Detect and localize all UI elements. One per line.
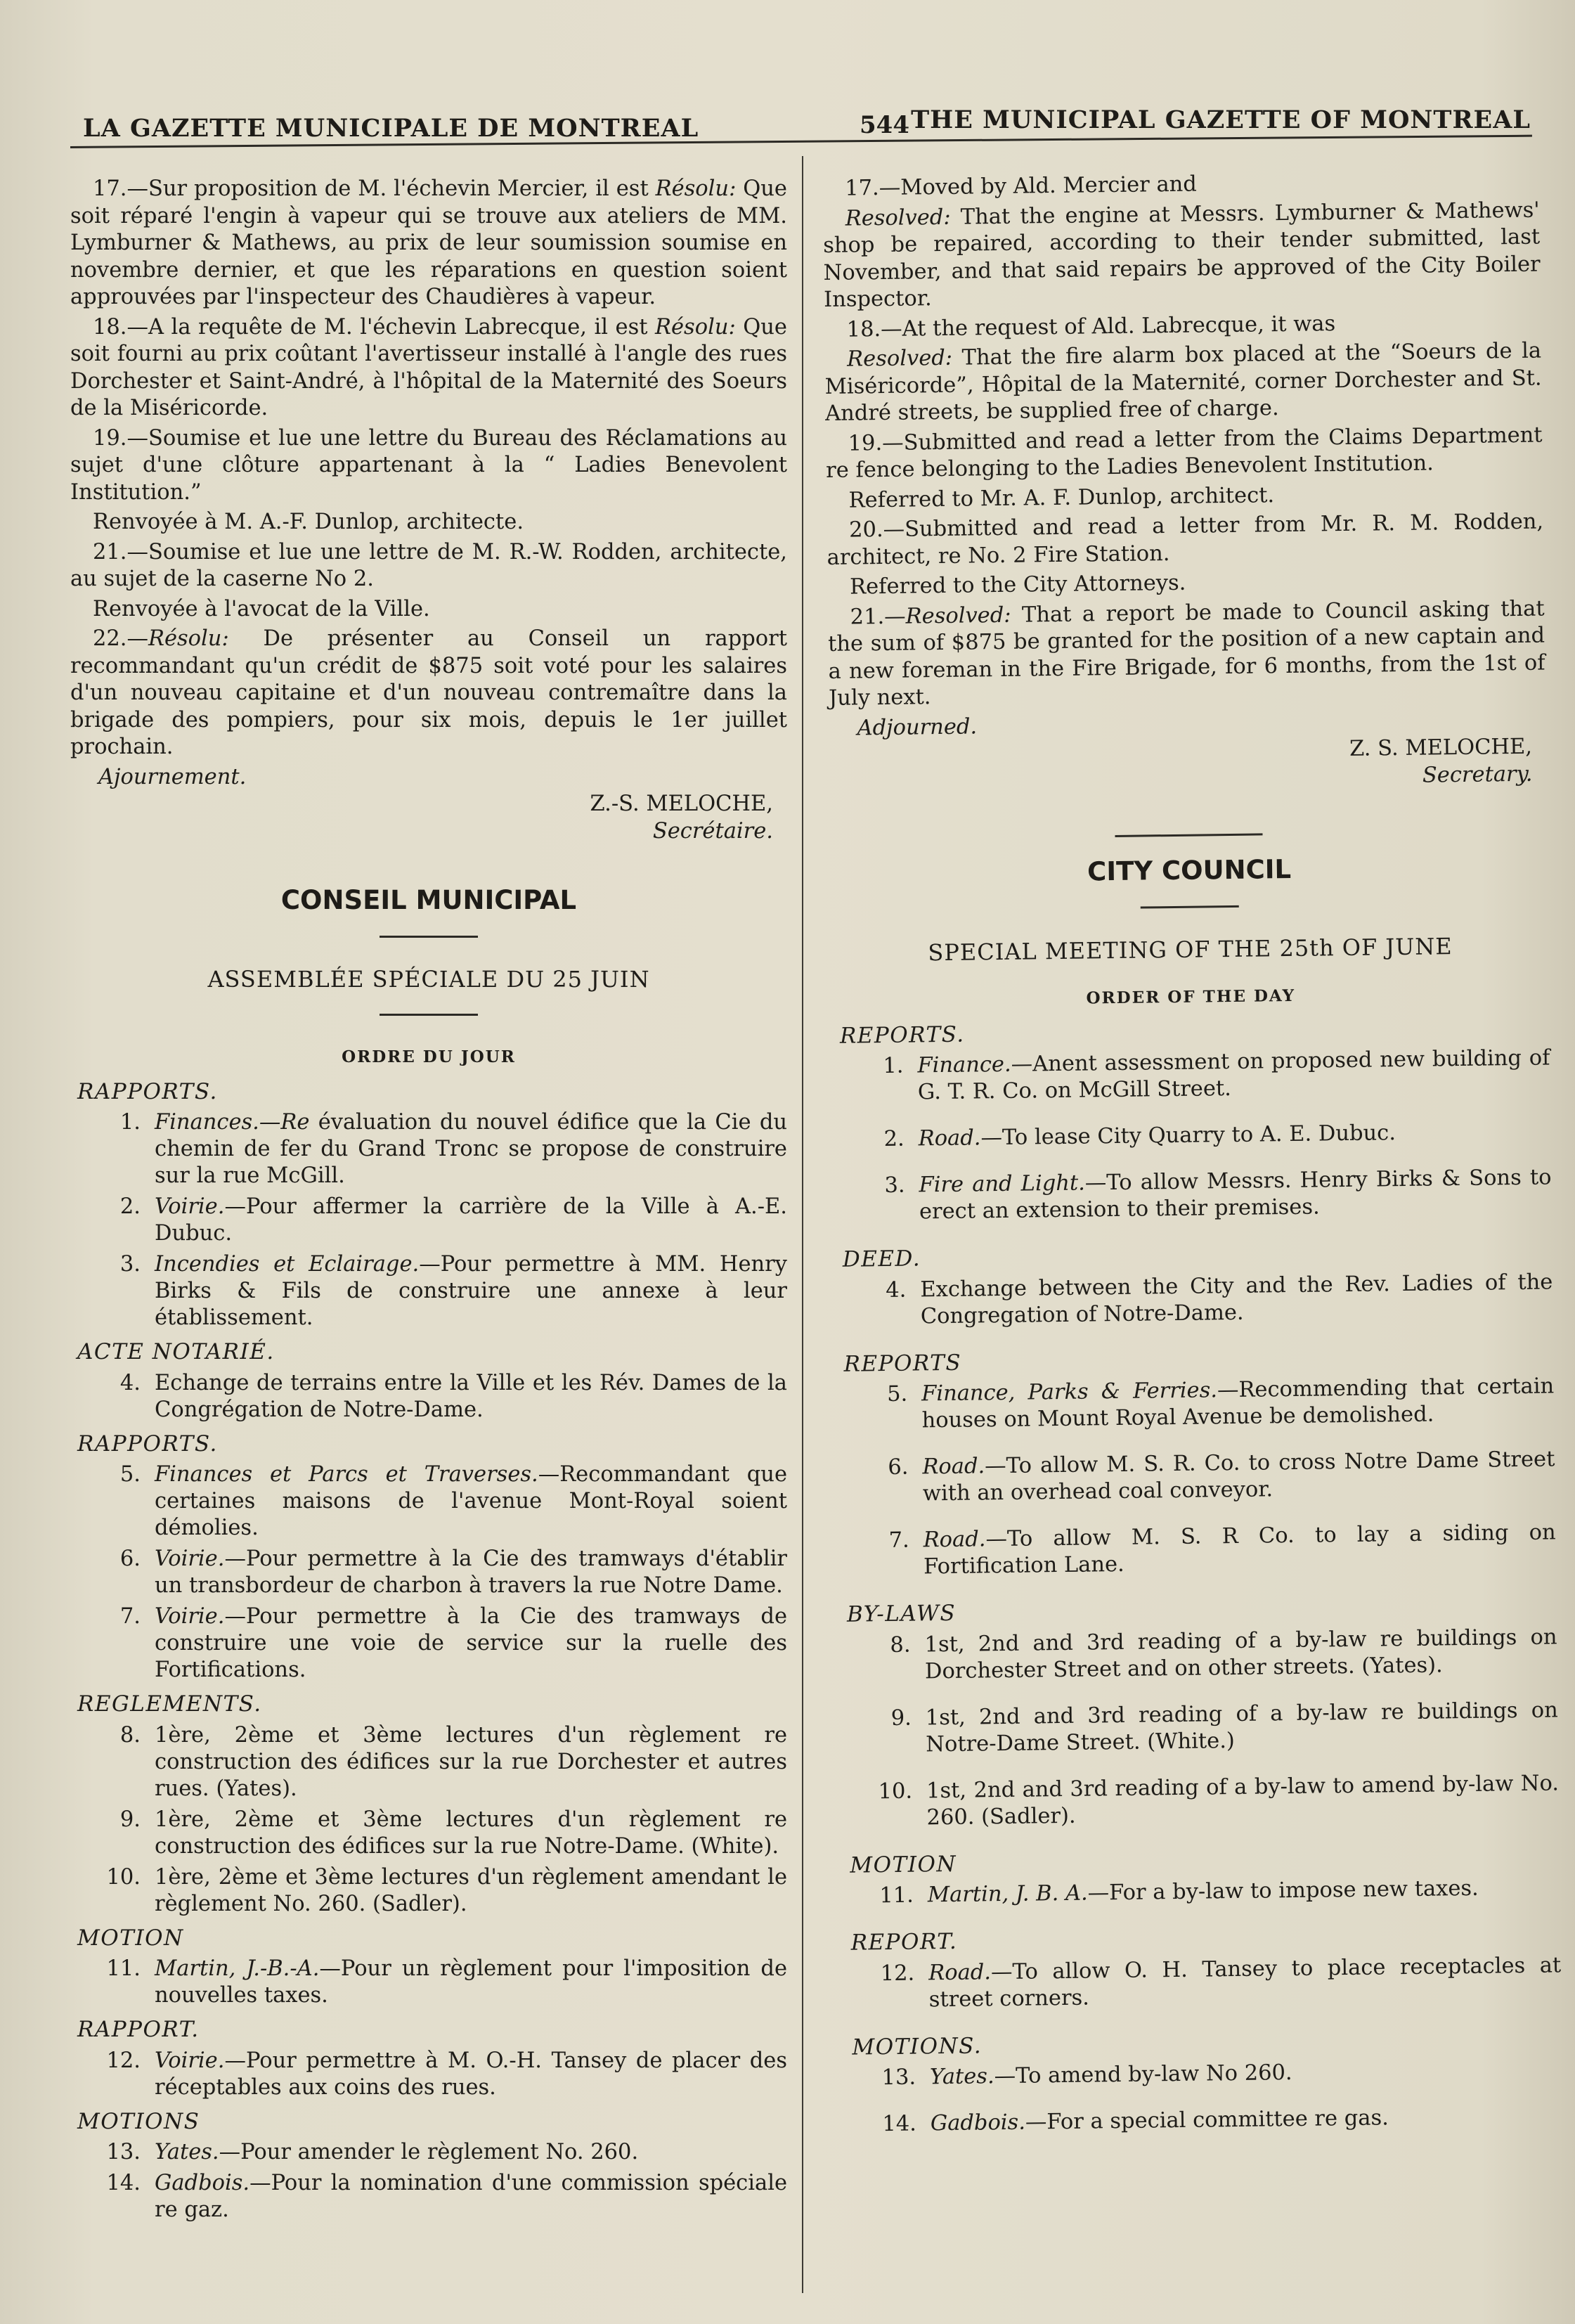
agenda-item-description: 1ère, 2ème et 3ème lectures d'un règlement re construction des édifices sur la rue Notre-Dame. (White). xyxy=(155,1807,787,1859)
resolved-label: Résolu: xyxy=(148,626,229,651)
agenda-section-heading: RAPPORTS. xyxy=(77,1431,218,1457)
paragraph-text: 22.— xyxy=(93,626,149,651)
paragraph-text: 21.— xyxy=(850,604,906,630)
meeting-heading: ASSEMBLÉE SPÉCIALE DU 25 JUIN xyxy=(207,965,650,993)
adjourned-label: Adjourned. xyxy=(857,714,978,740)
resolved-label: Resolved: xyxy=(846,345,953,372)
agenda-item xyxy=(70,1370,787,1424)
signature-name: Z.-S. MELOCHE, xyxy=(590,792,773,816)
agenda-item-number: 1. xyxy=(883,1053,904,1079)
agenda-item xyxy=(834,1118,1551,1153)
agenda-item xyxy=(839,1519,1557,1581)
agenda-item-number: 10. xyxy=(878,1778,913,1804)
agenda-item xyxy=(845,2056,1562,2091)
agenda-item-number: 11. xyxy=(106,1956,141,1981)
agenda-item-number: 7. xyxy=(888,1528,909,1553)
agenda-item-number: 6. xyxy=(119,1547,141,1571)
title-rule xyxy=(380,936,478,938)
agenda-item xyxy=(70,1251,787,1331)
agenda-section-heading: REGLEMENTS. xyxy=(77,1691,262,1717)
paragraph-text: Que soit fourni au prix coûtant l'avertisseur installé à l'angle des rues Dorchester et Saint-André, à l'hôpital de la Maternité des Soeurs de la Miséricorde. xyxy=(70,314,787,420)
agenda-item-department: Yates. xyxy=(155,2140,219,2164)
agenda-item-description: —Recommandant que certaines maisons de l'avenue Mont-Royal soient démolies. xyxy=(155,1462,787,1540)
agenda-section-heading: MOTIONS xyxy=(77,2108,200,2134)
agenda-item xyxy=(70,1864,787,1918)
council-title: CONSEIL MUNICIPAL xyxy=(280,885,577,915)
resolved-label: Résolu: xyxy=(655,176,737,201)
agenda-section-heading: ACTE NOTARIÉ. xyxy=(77,1339,275,1364)
agenda-item-number: 14. xyxy=(882,2111,917,2137)
minute-paragraph xyxy=(827,565,1544,601)
agenda-item-number: 7. xyxy=(119,1604,141,1629)
paragraph-text: That a report be made to Council asking that the sum of $875 be granted for the position of a new captain and a new foreman in the Fire Brigade, for 6 months, from the 1st of July next. xyxy=(827,595,1545,711)
resolved-label: Resolved: xyxy=(905,602,1011,629)
agenda-item-text xyxy=(917,1045,1550,1106)
french-column xyxy=(70,176,787,2228)
agenda-item-department: Finance. xyxy=(917,1052,1011,1078)
minute-paragraph xyxy=(70,596,787,624)
agenda-item-text xyxy=(155,1194,787,1247)
agenda-item-text xyxy=(155,1109,787,1189)
minute-paragraph xyxy=(825,422,1543,484)
agenda-item-text xyxy=(919,1118,1551,1152)
paragraph-text: Referred to the City Attorneys. xyxy=(849,570,1186,600)
agenda-section-heading: BY-LAWS xyxy=(846,1600,957,1627)
agenda-item-text xyxy=(155,1722,787,1802)
agenda-item-department: Voirie. xyxy=(155,1547,225,1571)
agenda-section-heading: MOTION xyxy=(850,1851,957,1878)
header-english-title: THE MUNICIPAL GAZETTE OF MONTREAL xyxy=(911,105,1531,134)
agenda-item-text xyxy=(155,1603,787,1684)
paragraph-text: Renvoyée à M. A.-F. Dunlop, architecte. xyxy=(93,510,524,534)
agenda-item-text xyxy=(155,1864,787,1918)
agenda-item xyxy=(70,1194,787,1247)
signature-title: Secretary. xyxy=(1422,761,1533,788)
paragraph-text: 17.—Sur proposition de M. l'échevin Mercier, il est xyxy=(93,176,656,201)
agenda-item-description: 1ère, 2ème et 3ème lectures d'un règlement amendant le règlement No. 260. (Sadler). xyxy=(155,1864,787,1916)
agenda-item xyxy=(70,1546,787,1599)
minute-paragraph xyxy=(70,539,787,593)
minute-paragraph xyxy=(70,626,787,761)
agenda-item xyxy=(833,1045,1550,1106)
agenda-item-number: 9. xyxy=(119,1807,141,1832)
agenda-item-description: 1st, 2nd and 3rd reading of a by-law re buildings on Notre-Dame Street. (White.) xyxy=(925,1697,1558,1757)
agenda-item-number: 12. xyxy=(106,2048,141,2073)
agenda-item-description: —Pour la nomination d'une commission spéciale re gaz. xyxy=(155,2171,787,2222)
agenda-item-text xyxy=(155,1370,787,1424)
agenda-section-heading: RAPPORT. xyxy=(77,2017,200,2042)
agenda-item-department: Voirie. xyxy=(155,1194,225,1219)
paragraph-text: 18.—A la requête de M. l'échevin Labrecque, il est xyxy=(93,314,656,340)
agenda-item-description: —Anent assessment on proposed new building of G. T. R. Co. on McGill Street. xyxy=(917,1045,1550,1105)
agenda-item-description: —To lease City Quarry to A. E. Dubuc. xyxy=(980,1121,1396,1151)
agenda-item-text xyxy=(930,2056,1562,2091)
agenda-item-number: 4. xyxy=(119,1370,141,1395)
signature-title: Secrétaire. xyxy=(652,818,773,844)
agenda-item xyxy=(844,1952,1562,2014)
agenda-item-number: 1. xyxy=(119,1110,141,1135)
agenda-item-department: Road. xyxy=(923,1527,986,1553)
agenda-item xyxy=(837,1373,1555,1435)
paragraph-text: Referred to Mr. A. F. Dunlop, architect. xyxy=(848,482,1275,513)
agenda-section-heading: REPORT. xyxy=(850,1928,958,1956)
agenda-item-text xyxy=(919,1164,1552,1225)
agenda-item xyxy=(846,2103,1563,2138)
agenda-item-description: —Pour amender le règlement No. 260. xyxy=(219,2140,639,2164)
minute-paragraph xyxy=(827,509,1544,572)
agenda-item-text xyxy=(155,2170,787,2223)
agenda-item-description: —For a special committee re gas. xyxy=(1025,2105,1389,2135)
agenda-item-department: Finances.—Re xyxy=(155,1110,310,1135)
agenda-item xyxy=(842,1770,1560,1832)
agenda-item-department: Road. xyxy=(928,1959,992,1985)
agenda-item-text xyxy=(155,1956,787,2009)
agenda-item-department: Gadbois. xyxy=(155,2171,250,2195)
agenda-section-heading: MOTION xyxy=(77,1925,184,1951)
agenda-item-text xyxy=(923,1519,1556,1580)
agenda-item-department: Road. xyxy=(922,1454,985,1480)
minute-paragraph xyxy=(70,176,787,311)
paragraph-text: 17.—Moved by Ald. Mercier and xyxy=(845,172,1198,201)
paragraph-text: Que soit réparé l'engin à vapeur qui se trouve aux ateliers de MM. Lymburner & Mathews, au prix de leur soumission soumise en novembre dernier, et que les réparations en question soient approuvées par l'inspecteur des Chaudières à vapeur. xyxy=(70,176,787,309)
agenda-item xyxy=(70,1461,787,1542)
minute-paragraph xyxy=(824,338,1542,428)
agenda-item-description: —Recommending that certain houses on Mount Royal Avenue be demolished. xyxy=(921,1374,1555,1433)
adjourned-label: Ajournement. xyxy=(98,764,247,789)
agenda-item-text xyxy=(155,2139,787,2166)
agenda-item-description: 1st, 2nd and 3rd reading of a by-law re buildings on Dorchester Street and on other streets. (Yates). xyxy=(924,1624,1557,1684)
agenda-item-number: 10. xyxy=(106,1864,141,1890)
paragraph-text: 21.—Soumise et lue une lettre de M. R.-W. Rodden, architecte, au sujet de la caserne No 2. xyxy=(70,539,787,591)
minute-paragraph xyxy=(823,197,1541,314)
agenda-item-number: 4. xyxy=(886,1277,907,1303)
agenda-item-text xyxy=(155,1807,787,1860)
agenda-section-heading: RAPPORTS. xyxy=(77,1078,218,1104)
agenda-item-department: Martin, J.-B.-A. xyxy=(155,1956,320,1981)
agenda-item-text xyxy=(155,1251,787,1331)
agenda-item-text xyxy=(155,1546,787,1599)
agenda-item-description: 1ère, 2ème et 3ème lectures d'un règlement re construction des édifices sur la rue Dorchester et autres rues. (Yates). xyxy=(155,1722,787,1801)
agenda-item xyxy=(70,2048,787,2101)
agenda-item-number: 8. xyxy=(890,1632,911,1658)
agenda-item-number: 9. xyxy=(890,1705,912,1731)
agenda-item-department: Road. xyxy=(918,1125,981,1151)
agenda-item xyxy=(841,1697,1559,1759)
meeting-rule xyxy=(380,1014,478,1016)
agenda-item-description: —To allow O. H. Tansey to place receptacles at street corners. xyxy=(928,1952,1562,2012)
agenda-item-description: —Pour permettre à la Cie des tramways de construire une voie de service sur la ruelle des Fortifications. xyxy=(155,1604,787,1682)
agenda-item-text xyxy=(926,1697,1559,1758)
agenda-item xyxy=(70,2139,787,2166)
paragraph-text: 18.—At the request of Ald. Labrecque, it was xyxy=(846,311,1336,342)
agenda-item xyxy=(840,1624,1557,1686)
council-title: CITY COUNCIL xyxy=(1087,853,1292,887)
agenda-item-number: 8. xyxy=(119,1722,141,1748)
signature-name: Z. S. MELOCHE, xyxy=(1349,734,1533,761)
agenda-item-description: —Pour permettre à MM. Henry Birks & Fils de construire une annexe à leur établissement. xyxy=(155,1252,787,1330)
agenda-item xyxy=(838,1446,1555,1508)
paragraph-text: Renvoyée à l'avocat de la Ville. xyxy=(93,596,430,621)
agenda-item-description: —Pour permettre à la Cie des tramways d'établir un transbordeur de charbon à travers la rue Notre Dame. xyxy=(155,1547,787,1598)
paragraph-text: 19.—Submitted and read a letter from the Claims Department re fence belonging to the Ladies Benevolent Institution. xyxy=(825,422,1543,483)
agenda-item-description: —To allow M. S. R Co. to lay a siding on Fortification Lane. xyxy=(923,1520,1556,1580)
title-rule xyxy=(1141,905,1239,908)
agenda-item xyxy=(836,1269,1553,1331)
agenda-item-number: 3. xyxy=(119,1252,141,1277)
paragraph-text: That the fire alarm box placed at the “Soeurs de la Miséricorde”, Hôpital de la Maternité, corner Dorchester and St. André streets, be supplied free of charge. xyxy=(824,338,1542,426)
agenda-item-description: Echange de terrains entre la Ville et les Rév. Dames de la Congrégation de Notre-Dame. xyxy=(155,1370,787,1422)
agenda-item-description: —To allow M. S. R. Co. to cross Notre Dame Street with an overhead coal conveyor. xyxy=(922,1447,1555,1506)
agenda-item-text xyxy=(928,1874,1560,1909)
agenda-item-number: 3. xyxy=(884,1173,905,1199)
agenda-item-text xyxy=(924,1624,1557,1685)
agenda-item xyxy=(834,1164,1552,1226)
resolved-label: Résolu: xyxy=(655,314,736,340)
agenda-item-description: —To allow Messrs. Henry Birks & Sons to erect an extension to their premises. xyxy=(919,1165,1552,1225)
paragraph-text: 20.—Submitted and read a letter from Mr. R. M. Rodden, architect, re No. 2 Fire Station. xyxy=(827,509,1544,570)
column-divider xyxy=(802,156,803,2293)
paragraph-text: De présenter au Conseil un rapport recommandant qu'un crédit de $875 soit voté pour les salaires d'un nouveau capitaine et d'un nouveau contremaître dans la brigade des pompiers, pour six mois, depuis le 1er juillet prochain. xyxy=(70,626,787,759)
agenda-section-heading: REPORTS xyxy=(843,1350,962,1377)
agenda-item-department: Incendies et Eclairage. xyxy=(155,1252,420,1277)
agenda-item-department: Yates. xyxy=(929,2064,994,2090)
agenda-item xyxy=(843,1874,1560,1909)
agenda-item-department: Martin, J. B. A. xyxy=(927,1880,1088,1908)
agenda-item-number: 5. xyxy=(886,1381,908,1407)
agenda-item-description: Exchange between the City and the Rev. Ladies of the Congregation of Notre-Dame. xyxy=(920,1269,1553,1329)
english-column xyxy=(822,167,1563,2158)
agenda-item-department: Voirie. xyxy=(155,2048,225,2073)
agenda-item-description: —Pour un règlement pour l'imposition de nouvelles taxes. xyxy=(155,1956,787,2008)
agenda-item-department: Finance, Parks & Ferries. xyxy=(921,1378,1218,1407)
agenda-item-department: Fire and Light. xyxy=(919,1170,1086,1198)
agenda-item-number: 2. xyxy=(119,1194,141,1219)
agenda-item-number: 14. xyxy=(106,2171,141,2195)
agenda-section-heading: REPORTS. xyxy=(839,1021,965,1049)
paragraph-text: That the engine at Messrs. Lymburner & Mathews' shop be repaired, according to their tender submitted, last November, and that said repairs be approved of the City Boiler Inspector. xyxy=(823,198,1541,312)
minute-paragraph xyxy=(822,167,1539,203)
agenda-item-department: Gadbois. xyxy=(930,2110,1026,2136)
agenda-item-text xyxy=(926,1770,1560,1831)
agenda-section-heading: MOTIONS. xyxy=(852,2032,983,2060)
agenda-item-description: —To amend by-law No 260. xyxy=(994,2060,1292,2089)
agenda-item-number: 2. xyxy=(883,1126,905,1152)
agenda-item-text xyxy=(931,2103,1563,2137)
header-french-title: LA GAZETTE MUNICIPALE DE MONTREAL xyxy=(83,114,699,143)
agenda-item-number: 11. xyxy=(879,1883,914,1909)
agenda-item xyxy=(70,1109,787,1189)
page-number: 544 xyxy=(860,111,909,139)
agenda-item-text xyxy=(928,1952,1562,2013)
order-of-day-heading: ORDER OF THE DAY xyxy=(1086,986,1296,1008)
agenda-item xyxy=(70,2170,787,2223)
minute-paragraph xyxy=(826,479,1543,515)
agenda-item xyxy=(70,1956,787,2009)
minute-paragraph xyxy=(824,308,1541,344)
agenda-item-number: 13. xyxy=(881,2065,916,2091)
minute-paragraph xyxy=(70,425,787,507)
agenda-item-number: 12. xyxy=(880,1961,915,1986)
resolved-label: Resolved: xyxy=(845,205,951,231)
agenda-item-text xyxy=(921,1373,1555,1434)
minute-paragraph xyxy=(827,595,1545,712)
minute-paragraph xyxy=(70,314,787,422)
agenda-item-description: —Pour affermer la carrière de la Ville à A.-E. Dubuc. xyxy=(155,1194,787,1246)
agenda-item-text xyxy=(155,2048,787,2101)
agenda-item-department: Finances et Parcs et Traverses. xyxy=(155,1462,538,1487)
agenda-item xyxy=(70,1807,787,1860)
agenda-section-heading: DEED. xyxy=(842,1246,921,1272)
agenda-item-text xyxy=(920,1269,1553,1330)
paragraph-text: 19.—Soumise et lue une lettre du Bureau des Réclamations au sujet d'une clôture appartenant à la “ Ladies Benevolent Institution.” xyxy=(70,425,787,505)
agenda-item-number: 13. xyxy=(106,2140,141,2164)
agenda-item-text xyxy=(922,1446,1555,1507)
agenda-item-description: —Pour permettre à M. O.-H. Tansey de placer des réceptables aux coins des rues. xyxy=(155,2048,787,2100)
agenda-item-department: Voirie. xyxy=(155,1604,225,1629)
minute-paragraph xyxy=(70,509,787,536)
agenda-item-number: 6. xyxy=(888,1454,909,1480)
agenda-item-number: 5. xyxy=(119,1462,141,1487)
section-divider xyxy=(1115,833,1262,837)
agenda-item xyxy=(70,1722,787,1802)
agenda-item-description: 1st, 2nd and 3rd reading of a by-law to amend by-law No. 260. (Sadler). xyxy=(926,1770,1560,1830)
meeting-heading: SPECIAL MEETING OF THE 25th OF JUNE xyxy=(928,932,1453,966)
agenda-item-description: —For a by-law to impose new taxes. xyxy=(1087,1876,1479,1906)
agenda-item xyxy=(70,1603,787,1684)
order-of-day-heading: ORDRE DU JOUR xyxy=(342,1047,516,1066)
agenda-item-text xyxy=(155,1461,787,1542)
agenda-item-description: évaluation du nouvel édifice que la Cie du chemin de fer du Grand Tronc se propose de construire sur la rue McGill. xyxy=(155,1110,787,1188)
